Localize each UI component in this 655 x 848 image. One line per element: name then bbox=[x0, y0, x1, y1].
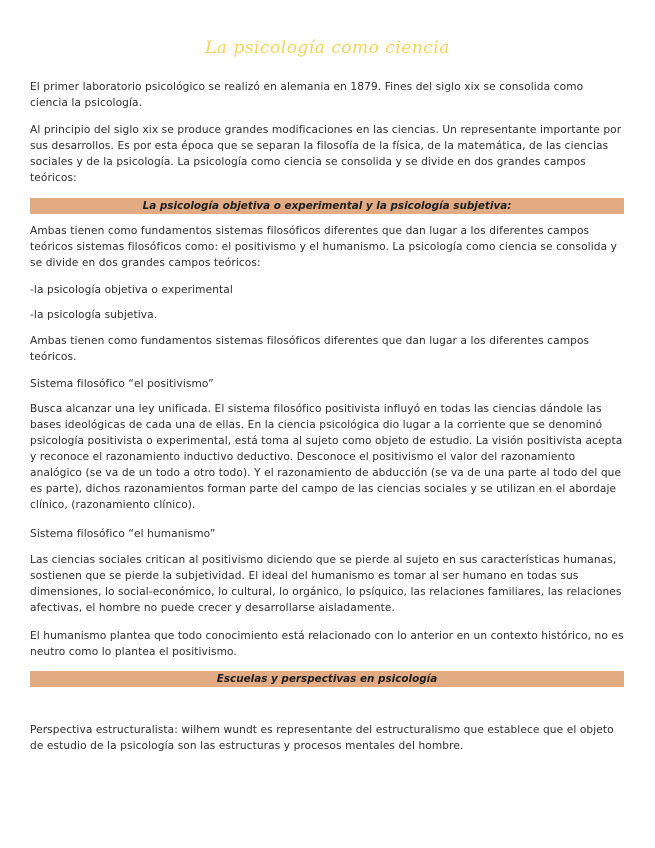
paragraph-humanismo-2: El humanismo plantea que todo conocimiento está relacionado con lo anterior en un contexto histórico, no es neutro como lo plantea el positivismo. bbox=[30, 630, 624, 658]
paragraph-intro: El primer laboratorio psicológico se realizó en alemania en 1879. Fines del siglo xix se consolida como ciencia la psicología. bbox=[30, 81, 584, 109]
page-title: La psicología como ciencia bbox=[205, 38, 450, 58]
paragraph-humanismo: Las ciencias sociales critican al positivismo diciendo que se pierde al sujeto en sus características humanas, sostienen que se pierde la subjetividad. El ideal del humanismo es tomar al ser humano en todas sus dimensiones, lo social-económico, lo cultural, lo orgánico, lo psíquico, las relaciones familiares, las relaciones afectivas, el hombre no puede crecer y desarrollarse aisladamente. bbox=[30, 554, 622, 614]
paragraph-estructuralista: Perspectiva estructuralista: wilhem wundt es representante del estructuralismo que establece que el objeto de estudio de la psicología son las estructuras y procesos mentales del hombre. bbox=[30, 724, 614, 752]
paragraph-fundamentos-2: Ambas tienen como fundamentos sistemas filosóficos diferentes que dan lugar a los diferentes campos teóricos. bbox=[30, 335, 590, 363]
section-heading-escuelas: Escuelas y perspectivas en psicología bbox=[30, 671, 624, 687]
paragraph-xix: Al principio del siglo xix se produce grandes modificaciones en las ciencias. Un representante importante por sus desarrollos. Es por esta época que se separan la filosofía de la física, de la matemática, de las ciencias sociales y de la psicología. La psicología como ciencia se consolida y se divide en dos grandes campos teóricos: bbox=[30, 124, 622, 184]
list-item-subjetiva: -la psicología subjetiva. bbox=[30, 309, 158, 321]
list-item-objetiva: -la psicología objetiva o experimental bbox=[30, 284, 233, 296]
subheading-positivismo: Sistema filosófico “el positivismo” bbox=[30, 378, 214, 390]
paragraph-positivismo: Busca alcanzar una ley unificada. El sistema filosófico positivista influyó en todas las ciencias dándole las bases ideológicas de cada una de ellas. En la ciencia psicológica dio lugar a la corriente que se denominó psicología positivista o experimental, está toma al sujeto como objeto de estudio. La visión positivista acepta y reconoce el razonamiento inductivo deductivo. Desconoce el positivismo el valor del razonamiento analógico (se va de un todo a otro todo). Y el razonamiento de abducción (se va de una parte al todo del que es parte), dichos razonamientos forman parte del campo de las ciencias sociales y se utilizan en el abordaje clínico, (razonamiento clínico). bbox=[30, 403, 623, 511]
section-heading-objective-subjective: La psicología objetiva o experimental y la psicología subjetiva: bbox=[30, 198, 624, 214]
paragraph-fundamentos: Ambas tienen como fundamentos sistemas filosóficos diferentes que dan lugar a los diferentes campos teóricos sistemas filosóficos como: el positivismo y el humanismo. La psicología como ciencia se consolida y se divide en dos grandes campos teóricos: bbox=[30, 225, 617, 269]
subheading-humanismo: Sistema filosófico “el humanismo” bbox=[30, 528, 216, 540]
